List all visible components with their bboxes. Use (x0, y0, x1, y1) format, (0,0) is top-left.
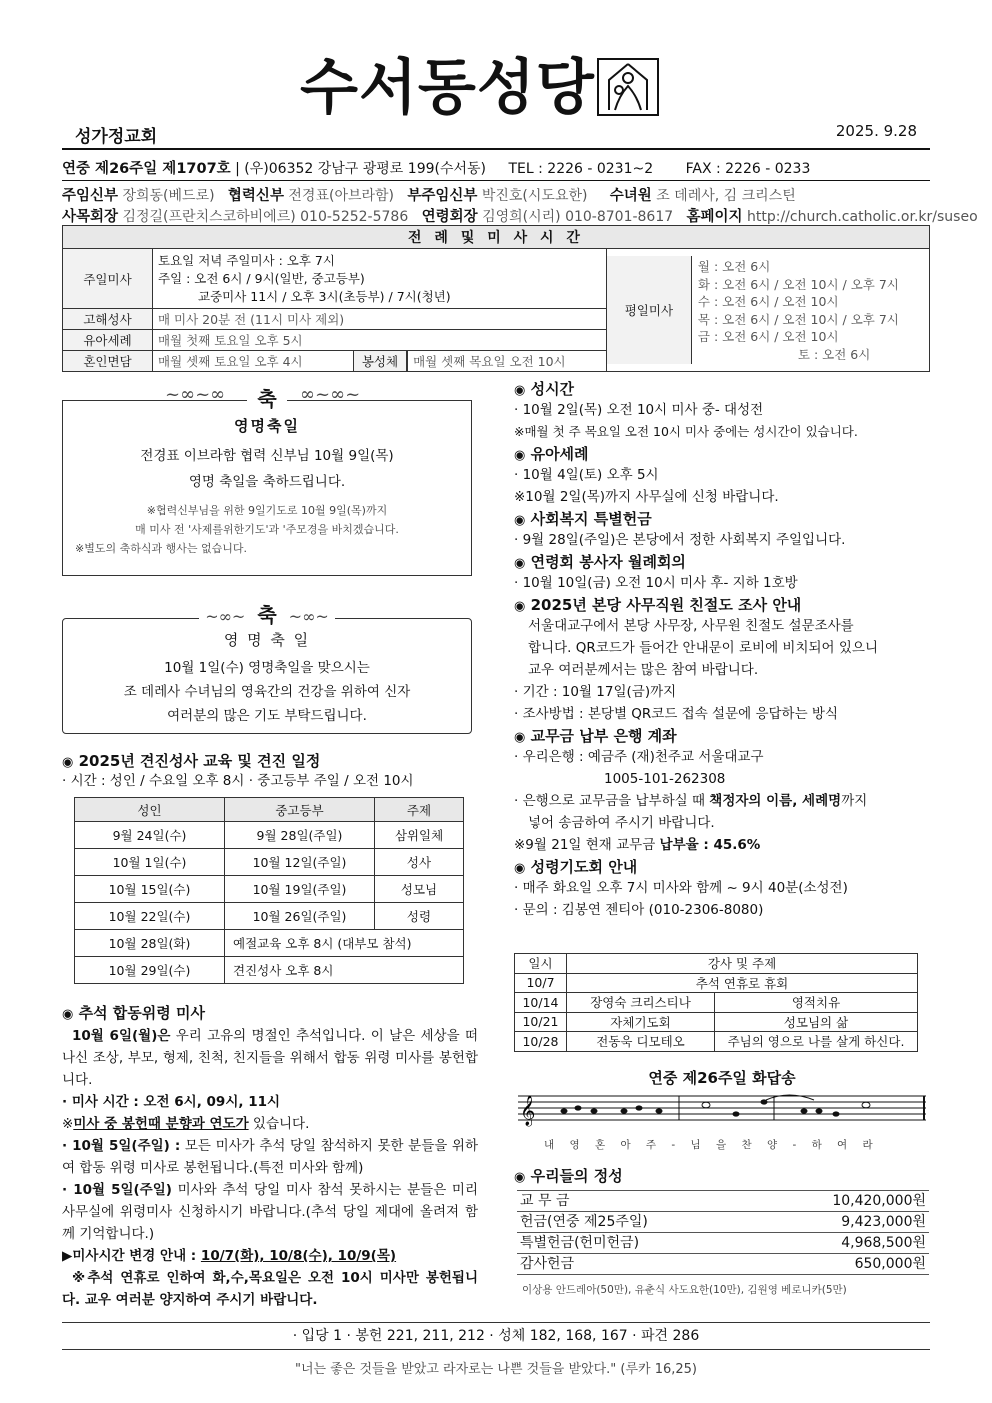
change-dates: 10/7(화), 10/8(수), 10/9(목) (200, 1248, 397, 1264)
feast-2-line1: 10월 1일(수) 영명축일을 맞으시는 (164, 660, 370, 676)
chuseok-p3 (62, 1179, 478, 1245)
weekday-thu: 목 : 오전 6시 / 오전 10시 / 오후 7시 (697, 311, 899, 327)
feast-1-head: 축 (247, 387, 286, 411)
cell: 10월 12일(주일) (225, 849, 375, 876)
p2-desc: 모든 미사가 추석 당일 참석하지 못한 분들을 위하여 합동 위령 미사로 봉헌됩니다.(특전 미사와 함께) (62, 1138, 478, 1176)
s4-title: 연령회 봉사자 월례회의 (530, 553, 686, 571)
s7-title: 성령기도회 안내 (530, 858, 638, 876)
offering-label: 특별헌금(헌미헌금) (520, 1235, 640, 1251)
offering-amount: 4,968,500원 (841, 1235, 926, 1251)
feast-box-2: ~∞~ 축 ~∞~ 영 명 축 일 10월 1일(수) 영명축일을 맞으시는 조 데레사 수녀님의 영육간의 건강을 위하여 신자 여러분의 많은 기도 부탁드립니다. (62, 618, 472, 734)
s6-line3 (514, 790, 930, 812)
chuseok-p2 (62, 1135, 478, 1179)
weekday-list (692, 256, 905, 364)
s6-l5a: ※9월 21일 현재 교무금 (514, 837, 660, 853)
nun: 조 데레사, 김 크리스틴 (656, 188, 796, 204)
s3-line1: · 9월 28일(주일)은 본당에서 정한 사회복지 주일입니다. (514, 532, 846, 548)
list-item (517, 1254, 929, 1275)
s4-heading: ◉ 연령회 봉사자 월례회의 (514, 553, 686, 571)
s6-l5b: 납부율 : 45.6% (659, 837, 761, 853)
confirmation-table (74, 797, 464, 984)
s2-line1: · 10월 4일(토) 오후 5시 (514, 467, 659, 483)
donors: 이상용 안드레아(50만), 유춘식 사도요한(10만), 김원영 베로니카(5만) (522, 1284, 847, 1296)
s5-heading: ◉ 2025년 본당 사무직원 친절도 조사 안내 (514, 596, 802, 614)
cell: 견진성사 오후 8시 (225, 957, 464, 984)
cell: 성모님의 삶 (715, 1012, 918, 1032)
offering-amount: 10,420,000원 (832, 1193, 926, 1209)
address: | (우)06352 강남구 광평로 199(수서동) (235, 161, 487, 177)
vice-label: 부주임신부 (407, 188, 478, 204)
web-label: 홈페이지 (686, 209, 743, 225)
weekday-mon: 월 : 오전 6시 (697, 259, 771, 274)
feast-box-1 (62, 387, 472, 576)
council: 김정길(프란치스코하비에르) 010-5252-5786 (122, 209, 409, 225)
p3-date: · 10월 5일(주일) (62, 1182, 172, 1198)
header-line-3 (62, 205, 978, 226)
vice: 박진호(시도요한) (481, 188, 588, 204)
cell: 영적치유 (715, 993, 918, 1013)
hymn-numbers: · 입당 1 · 봉헌 221, 211, 212 · 성체 182, 168, 167 · 파견 286 (62, 1322, 930, 1350)
psalm-score (514, 1088, 930, 1151)
s5-line5: · 조사방법 : 본당별 QR코드 접속 설문에 응답하는 방식 (514, 706, 838, 722)
council-label: 사목회장 (62, 209, 119, 225)
offering-list (517, 1190, 929, 1275)
right-column (514, 378, 930, 921)
issue-week: 연중 제26주일 제1707호 (62, 161, 231, 177)
website-link[interactable]: http://church.catholic.or.kr/suseo (747, 209, 978, 225)
s2-title: 유아세례 (530, 445, 589, 463)
table-row (515, 1032, 918, 1052)
chuseok-time: · 미사 시간 : 오전 6시, 09시, 11시 (62, 1094, 281, 1110)
cell: 삼위일체 (375, 822, 464, 849)
p2-date: · 10월 5일(주일) : (62, 1138, 181, 1154)
s6-line4: 넣어 송금하여 주시기 바랍니다. (528, 815, 715, 831)
s6-l3b: 책정자의 이름, 세례명 (709, 793, 842, 809)
weekday-label: 평일미사 (607, 256, 692, 364)
weekday-sat: 토 : 오전 6시 (797, 346, 871, 362)
pastor-label: 주임신부 (62, 188, 119, 204)
offering-label: 감사헌금 (520, 1256, 575, 1272)
marriage: 매월 셋째 토요일 오후 4시 (158, 354, 303, 369)
chuseok-title: 추석 합동위령 미사 (78, 1004, 205, 1022)
sun-mass-1: 주일 : 오전 6시 / 9시(일반, 중고등부) (158, 270, 365, 286)
table-row (75, 876, 464, 903)
chuseok-section (62, 1002, 478, 1311)
s5-line2: 합니다. QR코드가 들어간 안내문이 로비에 비치되어 있으니 (528, 640, 878, 656)
cell: 10월 29일(수) (75, 957, 225, 984)
col-date: 일시 (515, 954, 567, 974)
feast-1-line1: 전경표 이브라함 협력 신부님 10월 9일(목) (140, 448, 394, 464)
baptism: 매월 첫째 토요일 오후 5시 (153, 330, 607, 351)
feast-1-note2: 매 미사 전 '사제를위한기도'과 '주모경을 바치겠습니다. (135, 523, 399, 536)
cell: 성사 (375, 849, 464, 876)
cell: 10/28 (515, 1032, 567, 1052)
cell: 9월 24일(수) (75, 822, 225, 849)
note-bold: 미사 중 봉헌때 분향과 연도가 (73, 1116, 249, 1132)
fax: FAX : 2226 - 0233 (685, 161, 811, 177)
col-topic: 주제 (375, 798, 464, 822)
chuseok-heading: ◉ 추석 합동위령 미사 (62, 1004, 205, 1022)
s6-l3c: 까지 (841, 793, 868, 809)
offering-heading: ◉ 우리들의 정성 (514, 1167, 623, 1185)
assoc-label: 협력신부 (227, 188, 284, 204)
assoc: 전경표(아브라함) (288, 188, 394, 204)
cell: 예절교육 오후 8시 (대부모 참석) (225, 930, 464, 957)
change-label: ▶미사시간 변경 안내 : (62, 1248, 201, 1264)
table-row (75, 930, 464, 957)
table-row (515, 973, 918, 993)
elder: 김영희(시리) 010-8701-8617 (482, 209, 674, 225)
offering-title: 우리들의 정성 (530, 1167, 623, 1185)
mass-schedule-table (62, 225, 930, 372)
cell: 10월 19일(주일) (225, 876, 375, 903)
table-row (75, 903, 464, 930)
table-row (515, 993, 918, 1013)
feast-1-title: 영명축일 (234, 417, 300, 435)
table-row (515, 1012, 918, 1032)
s5-line4: · 기간 : 10월 17일(금)까지 (514, 684, 677, 700)
cell: 10월 26일(주일) (225, 903, 375, 930)
feast-2-line2: 조 데레사 수녀님의 영육간의 건강을 위하여 신자 (123, 684, 411, 700)
s4-line1: · 10월 10일(금) 오전 10시 미사 후- 지하 1호방 (514, 575, 798, 591)
s1-line2: ※매월 첫 주 목요일 오전 10시 미사 중에는 성시간이 있습니다. (514, 424, 858, 439)
feast-2-line3: 여러분의 많은 기도 부탁드립니다. (167, 708, 367, 724)
tel: TEL : 2226 - 0231~2 (508, 161, 654, 177)
chuseok-date: 10월 6일(월)은 (72, 1028, 171, 1044)
s3-title: 사회복지 특별헌금 (530, 510, 652, 528)
table-row (75, 957, 464, 984)
holy-family-logo-icon (597, 58, 659, 116)
sat-mass: 토요일 저녁 주일미사 : 오후 7시 (158, 252, 335, 268)
s3-heading: ◉ 사회복지 특별헌금 (514, 510, 652, 528)
communion: 매월 셋째 목요일 오전 10시 (408, 351, 607, 372)
s6-heading: ◉ 교무금 납부 은행 계좌 (514, 727, 677, 745)
s5-line1: 서울대교구에서 본당 사무장, 사무원 친절도 설문조사를 (528, 618, 854, 634)
list-item (517, 1191, 929, 1212)
cell: 성령 (375, 903, 464, 930)
s6-title: 교무금 납부 은행 계좌 (530, 727, 677, 745)
s7-line1: · 매주 화요일 오후 7시 미사와 함께 ~ 9시 40분(소성전) (514, 880, 848, 896)
s7-heading: ◉ 성령기도회 안내 (514, 858, 638, 876)
confirmation-heading: ◉ 2025년 견진성사 교육 및 견진 일정 (62, 752, 321, 770)
s1-heading: ◉ 성시간 (514, 380, 575, 398)
offering-label: 헌금(연중 제25주일) (520, 1214, 648, 1230)
s1-line1: · 10월 2일(목) 오전 10시 미사 중- 대성전 (514, 402, 764, 418)
feast-1-note3: ※별도의 축하식과 행사는 없습니다. (75, 542, 247, 555)
col-youth: 중고등부 (225, 798, 375, 822)
list-item (517, 1233, 929, 1254)
mass-heading: 전 례 및 미 사 시 간 (63, 226, 930, 249)
cell: 성모님 (375, 876, 464, 903)
cell: 10/7 (515, 973, 567, 993)
feast-2-head: 축 (251, 603, 282, 627)
confirmation-time: · 시간 : 성인 / 수요일 오후 8시 · 중고등부 주일 / 오전 10시 (62, 773, 414, 789)
elder-label: 연령회장 (421, 209, 478, 225)
s5-title: 2025년 본당 사무직원 친절도 조사 안내 (530, 596, 802, 614)
chuseok-note1 (62, 1113, 478, 1135)
issue-date: 2025. 9.28 (835, 122, 917, 140)
s2-line2: ※10월 2일(목)까지 사무실에 신청 바랍니다. (514, 489, 779, 505)
ornament-left-icon: ~∞~∞ (165, 384, 226, 405)
cell: 10월 15일(수) (75, 876, 225, 903)
church-name: 성가정교회 (75, 127, 158, 147)
psalm-title: 연중 제26주일 화답송 (648, 1069, 796, 1087)
ornament-right-icon: ∞~∞~ (300, 384, 361, 405)
page-title: 수서동성당 (300, 53, 595, 123)
music-staff-icon (514, 1088, 930, 1133)
sunday-label: 주일미사 (63, 249, 153, 309)
weekday-fri: 금 : 오전 6시 / 오전 10시 (697, 329, 839, 344)
prayer-table (514, 953, 918, 1052)
cell: 10월 28일(화) (75, 930, 225, 957)
weekday-wed: 수 : 오전 6시 / 오전 10시 (697, 294, 839, 309)
note-rest: 있습니다. (248, 1116, 310, 1132)
s6-l3a: · 은행으로 교무금을 납부하실 때 (514, 793, 710, 809)
list-item (517, 1212, 929, 1233)
offering-amount: 650,000원 (854, 1256, 926, 1272)
feast-2-title: 영 명 축 일 (223, 631, 311, 649)
cell: 10/21 (515, 1012, 567, 1032)
s6-line1: · 우리은행 : 예금주 (재)천주교 서울대교구 (514, 749, 764, 765)
cell: 주님의 영으로 나를 살게 하신다. (715, 1032, 918, 1052)
cell: 9월 28일(주일) (225, 822, 375, 849)
s2-heading: ◉ 유아세례 (514, 445, 589, 463)
chuseok-change-note: ※추석 연휴로 인하여 화,수,목요일은 오전 10시 미사만 봉헌됩니다. 교우 여러분 양지하여 주시기 바랍니다. (62, 1270, 478, 1308)
cell: 자체기도회 (567, 1012, 715, 1032)
sun-mass-2: 교중미사 11시 / 오후 3시(초등부) / 7시(청년) (198, 288, 451, 304)
table-row (75, 849, 464, 876)
offering-amount: 9,423,000원 (841, 1214, 926, 1230)
s7-line2: · 문의 : 김봉연 젠티아 (010-2306-8080) (514, 902, 764, 918)
chuseok-desc: 우리 고유의 명절인 추석입니다. 이 날은 세상을 떠나신 조상, 부모, 형제, 친척, 친지들을 위해서 합동 위령 미사를 봉헌합니다. (62, 1028, 478, 1088)
psalm-lyrics: 내 영 혼 아 주 - 님 을 찬 양 - 하 여 라 (544, 1139, 879, 1151)
table-row (75, 822, 464, 849)
confess-label: 고해성사 (63, 309, 153, 330)
col-adult: 성인 (75, 798, 225, 822)
header-line-2 (62, 184, 796, 205)
bank-account: 1005-101-262308 (604, 771, 726, 787)
pastor: 장희동(베드로) (122, 188, 215, 204)
cell: 10월 22일(수) (75, 903, 225, 930)
svg-text:𝄞: 𝄞 (520, 1096, 536, 1126)
col-speaker: 강사 및 주제 (567, 954, 918, 974)
confirmation-title: 2025년 견진성사 교육 및 견진 일정 (78, 752, 321, 770)
communion-label: 봉성체 (353, 351, 407, 371)
note-mark: ※ (62, 1116, 74, 1132)
chuseok-change (62, 1245, 478, 1267)
nun-label: 수녀원 (609, 188, 652, 204)
feast-1-line2: 영명 축일을 축하드립니다. (188, 474, 346, 490)
marriage-label: 혼인면담 (63, 351, 153, 372)
weekday-tue: 화 : 오전 6시 / 오전 10시 / 오후 7시 (697, 276, 899, 292)
scripture-quote: "너는 좋은 것들을 받았고 라자로는 나쁜 것들을 받았다." (루카 16,25) (294, 1362, 698, 1377)
cell: 10/14 (515, 993, 567, 1013)
feast-1-note1: ※협력신부님을 위한 9일기도로 10월 9일(목)까지 (146, 504, 388, 517)
cell: 전동욱 디모테오 (567, 1032, 715, 1052)
s5-line3: 교우 여러분께서는 많은 참여 바랍니다. (528, 662, 759, 678)
offering-label: 교 무 금 (520, 1193, 570, 1209)
confess: 매 미사 20분 전 (11시 미사 제외) (153, 309, 607, 330)
cell: 10월 1일(수) (75, 849, 225, 876)
chuseok-p1 (62, 1025, 478, 1091)
s1-title: 성시간 (530, 380, 575, 398)
p3-desc: 미사와 추석 당일 미사 참석 못하시는 분들은 미리 사무실에 위령미사 신청하시기 바랍니다.(추석 당일 제대에 올려져 함께 기억합니다.) (62, 1182, 478, 1242)
s6-line5 (514, 834, 930, 856)
header-line-1 (62, 157, 810, 178)
cell: 장영숙 크리스티나 (567, 993, 715, 1013)
baptism-label: 유아세례 (63, 330, 153, 351)
cell: 추석 연휴로 휴회 (567, 973, 918, 993)
